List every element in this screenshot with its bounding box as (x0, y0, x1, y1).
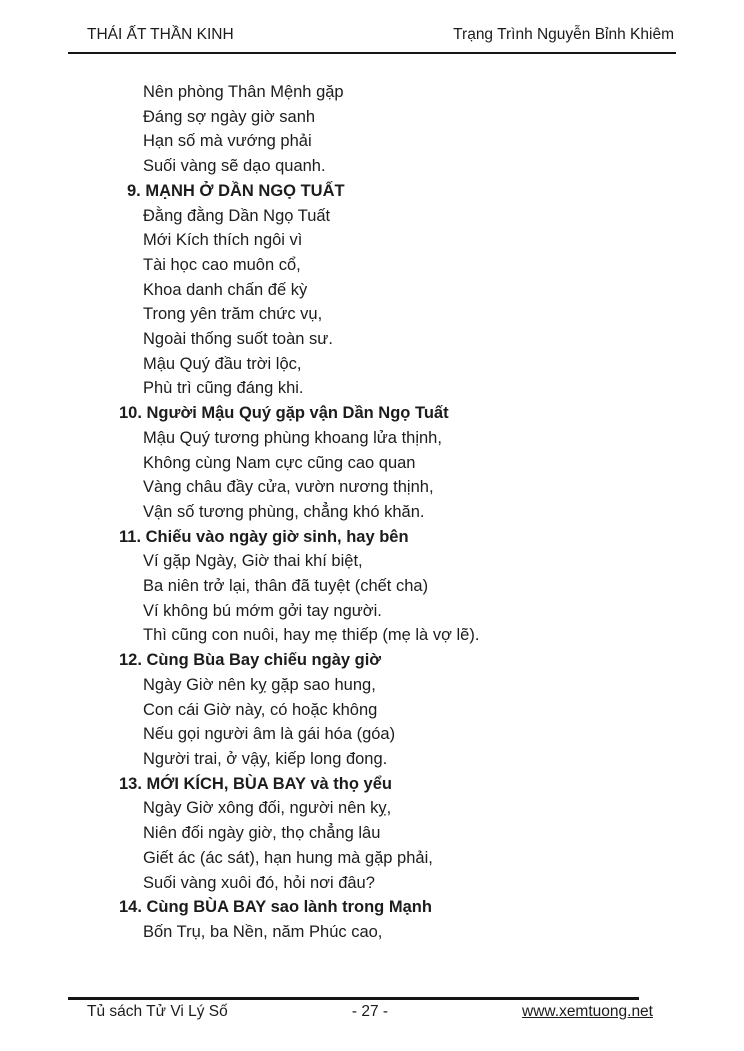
verse-line: Ba niên trở lại, thân đã tuyệt (chết cha) (143, 577, 429, 596)
section-heading: 14. Cùng BÙA BAY sao lành trong Mạnh (119, 898, 432, 917)
verse-line: Thì cũng con nuôi, hay mẹ thiếp (mẹ là vợ lẽ). (143, 626, 480, 645)
verse-line: Suối vàng sẽ dạo quanh. (143, 157, 326, 176)
footer-page-number: - 27 - (351, 1003, 389, 1020)
header-author-name: Trạng Trình Nguyễn Bỉnh Khiêm (453, 26, 674, 43)
section-heading: 11. Chiếu vào ngày giờ sinh, hay bên (119, 527, 409, 546)
verse-line: Ngoài thống suốt toàn sư. (143, 330, 333, 349)
verse-line: Tài học cao muôn cổ, (143, 255, 301, 274)
verse-line: Trong yên trăm chức vụ, (143, 305, 323, 324)
verse-line: Ngày Giờ xông đối, người nên kỵ, (143, 799, 392, 818)
verse-line: Mới Kích thích ngôi vì (143, 231, 303, 250)
verse-line: Hạn số mà vướng phải (143, 132, 312, 151)
section-heading: 12. Cùng Bùa Bay chiếu ngày giờ (119, 651, 382, 670)
footer-website-container (388, 1003, 676, 1021)
verse-line: Vận số tương phùng, chẳng khó khăn. (143, 502, 425, 521)
verse-line: Suối vàng xuôi đó, hỏi nơi đâu? (143, 873, 375, 892)
verse-line: Ngày Giờ nên kỵ gặp sao hung, (143, 675, 376, 694)
verse-line: Đằng đằng Dần Ngọ Tuất (143, 206, 331, 225)
verse-line: Con cái Giờ này, có hoặc không (143, 700, 378, 719)
verse-line: Đáng sợ ngày giờ sanh (143, 107, 316, 126)
footer-series-title: Tủ sách Tử Vi Lý Số (87, 1003, 228, 1020)
section-heading: 10. Người Mậu Quý gặp vận Dần Ngọ Tuất (119, 404, 449, 423)
poem-content (68, 80, 676, 945)
footer-website-link[interactable]: www.xemtuong.net (522, 1003, 653, 1020)
verse-line: Mậu Quý đầu trời lộc, (143, 354, 302, 373)
verse-line: Mậu Quý tương phùng khoang lửa thịnh, (143, 428, 442, 447)
verse-line: Người trai, ở vậy, kiếp long đong. (143, 749, 388, 768)
verse-line: Ví không bú mớm gởi tay người. (143, 601, 382, 620)
section-heading: 13. MỚI KÍCH, BÙA BAY và thọ yểu (119, 774, 392, 793)
verse-line: Bốn Trụ, ba Nền, năm Phúc cao, (143, 922, 383, 941)
verse-line: Không cùng Nam cực cũng cao quan (143, 453, 416, 472)
verse-line: Nên phòng Thân Mệnh gặp (143, 83, 344, 101)
verse-line: Vàng châu đầy cửa, vườn nương thịnh, (143, 478, 434, 497)
header-book-title: THÁI ẤT THẦN KINH (87, 26, 234, 43)
verse-line: Nếu gọi người âm là gái hóa (góa) (143, 725, 396, 744)
verse-line: Niên đối ngày giờ, thọ chẳng lâu (143, 824, 381, 843)
verse-line: Phù trì cũng đáng khi. (143, 379, 304, 398)
verse-line: Ví gặp Ngày, Giờ thai khí biệt, (143, 552, 363, 571)
section-heading: 9. MẠNH Ở DẦN NGỌ TUẤT (127, 181, 345, 200)
verse-line: Khoa danh chấn đế kỳ (143, 280, 308, 299)
footer-rule (68, 997, 639, 1000)
verse-line: Giết ác (ác sát), hạn hung mà gặp phải, (143, 848, 433, 867)
page-footer (68, 1003, 676, 1021)
page-header (68, 26, 676, 54)
